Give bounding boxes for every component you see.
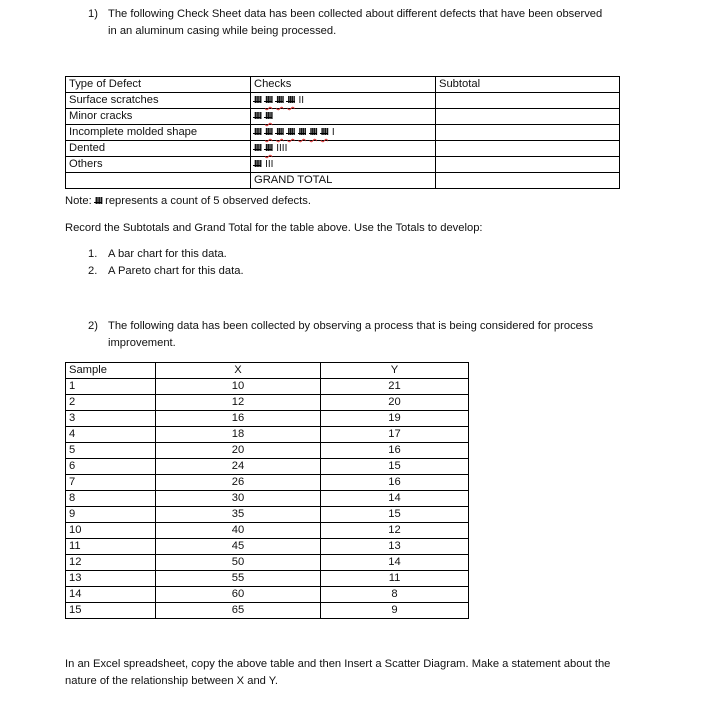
x-value: 60	[156, 587, 321, 603]
sample-row	[66, 523, 469, 539]
y-value: 15	[321, 459, 469, 475]
tally-checks	[251, 125, 436, 141]
tally-group-icon: IIII	[265, 143, 273, 154]
y-value: 21	[321, 379, 469, 395]
y-value: 15	[321, 507, 469, 523]
sample-row	[66, 395, 469, 411]
tally-group-icon: IIII	[276, 127, 284, 138]
y-value: 12	[321, 523, 469, 539]
empty-cell	[66, 173, 251, 189]
x-value: 16	[156, 411, 321, 427]
defect-type: Minor cracks	[66, 109, 251, 125]
task-item: 1. A bar chart for this data.	[88, 248, 227, 260]
x-value: 24	[156, 459, 321, 475]
x-value: 10	[156, 379, 321, 395]
header-type-of-defect: Type of Defect	[66, 77, 251, 93]
tally-group-icon: IIII	[320, 127, 328, 138]
x-value: 45	[156, 539, 321, 555]
sample-id: 15	[66, 603, 156, 619]
sample-row	[66, 475, 469, 491]
header-checks: Checks	[251, 77, 436, 93]
x-value: 30	[156, 491, 321, 507]
y-value: 14	[321, 491, 469, 507]
x-value: 18	[156, 427, 321, 443]
header-x: X	[156, 363, 321, 379]
defect-type: Dented	[66, 141, 251, 157]
check-sheet-row	[66, 93, 620, 109]
sample-id: 8	[66, 491, 156, 507]
y-value: 16	[321, 475, 469, 491]
x-value: 40	[156, 523, 321, 539]
sample-id: 1	[66, 379, 156, 395]
sample-id: 13	[66, 571, 156, 587]
check-sheet-header-row	[66, 77, 620, 93]
x-value: 26	[156, 475, 321, 491]
tally-group-icon: IIII	[254, 111, 262, 122]
tally-group-icon: IIII	[254, 159, 262, 170]
tally-singles: III	[265, 159, 274, 170]
note-prefix: Note:	[65, 195, 92, 207]
header-sample: Sample	[66, 363, 156, 379]
y-value: 14	[321, 555, 469, 571]
tally-group-icon: IIII	[265, 127, 273, 138]
x-value: 12	[156, 395, 321, 411]
sample-row	[66, 427, 469, 443]
sample-row	[66, 491, 469, 507]
subtotal-cell[interactable]	[436, 93, 620, 109]
subtotal-cell[interactable]	[436, 141, 620, 157]
question-1-instruction: Record the Subtotals and Grand Total for the table above. Use the Totals to develop:	[65, 222, 483, 234]
sample-id: 2	[66, 395, 156, 411]
tally-group-icon: IIII	[287, 127, 295, 138]
y-value: 11	[321, 571, 469, 587]
x-value: 55	[156, 571, 321, 587]
sample-id: 11	[66, 539, 156, 555]
sample-id: 9	[66, 507, 156, 523]
question-1-text: The following Check Sheet data has been collected about different defects that have been observed in an aluminum casing while being processed.	[108, 8, 603, 37]
tally-group-icon: IIII	[298, 127, 306, 138]
question-1-number: 1)	[88, 8, 98, 20]
note-suffix: represents a count of 5 observed defects.	[105, 195, 311, 207]
sample-row	[66, 603, 469, 619]
tally-five-icon: IIII	[94, 196, 102, 207]
sample-id: 3	[66, 411, 156, 427]
y-value: 20	[321, 395, 469, 411]
tally-group-icon: IIII	[265, 111, 273, 122]
subtotal-cell[interactable]	[436, 109, 620, 125]
y-value: 17	[321, 427, 469, 443]
check-sheet-row	[66, 141, 620, 157]
sample-id: 4	[66, 427, 156, 443]
tally-singles: II	[298, 95, 305, 106]
check-sheet-row	[66, 157, 620, 173]
defect-type: Incomplete molded shape	[66, 125, 251, 141]
sample-row	[66, 379, 469, 395]
tally-group-icon: IIII	[287, 95, 295, 106]
task-list	[88, 246, 244, 280]
question-2-number: 2)	[88, 320, 98, 332]
question-2-instruction: In an Excel spreadsheet, copy the above table and then Insert a Scatter Diagram. Make a statement about the nature of the relationship between X and Y.	[65, 658, 611, 687]
sample-row	[66, 459, 469, 475]
check-sheet-row	[66, 109, 620, 125]
sample-row	[66, 555, 469, 571]
question-2-text: The following data has been collected by observing a process that is being considered for process improvement.	[108, 320, 594, 349]
tally-checks	[251, 157, 436, 173]
tally-group-icon: IIII	[254, 127, 262, 138]
tally-note	[65, 193, 311, 210]
y-value: 16	[321, 443, 469, 459]
tally-checks	[251, 109, 436, 125]
y-value: 9	[321, 603, 469, 619]
sample-row	[66, 411, 469, 427]
sample-id: 10	[66, 523, 156, 539]
tally-group-icon: IIII	[265, 95, 273, 106]
sample-id: 7	[66, 475, 156, 491]
tally-checks	[251, 141, 436, 157]
tally-group-icon: IIII	[254, 95, 262, 106]
subtotal-cell[interactable]	[436, 157, 620, 173]
sample-id: 12	[66, 555, 156, 571]
tally-singles: IIII	[276, 143, 288, 154]
x-value: 65	[156, 603, 321, 619]
subtotal-cell[interactable]	[436, 125, 620, 141]
grand-total-row	[66, 173, 620, 189]
y-value: 8	[321, 587, 469, 603]
grand-total-label: GRAND TOTAL	[251, 173, 436, 189]
sample-row	[66, 443, 469, 459]
check-sheet-row	[66, 125, 620, 141]
sample-row	[66, 571, 469, 587]
check-sheet-table	[65, 76, 620, 189]
sample-row	[66, 507, 469, 523]
sample-row	[66, 587, 469, 603]
x-value: 20	[156, 443, 321, 459]
defect-type: Others	[66, 157, 251, 173]
defect-type: Surface scratches	[66, 93, 251, 109]
x-value: 35	[156, 507, 321, 523]
sample-data-table	[65, 362, 469, 619]
header-y: Y	[321, 363, 469, 379]
tally-group-icon: IIII	[309, 127, 317, 138]
y-value: 13	[321, 539, 469, 555]
sample-row	[66, 539, 469, 555]
task-item: 2. A Pareto chart for this data.	[88, 265, 244, 277]
y-value: 19	[321, 411, 469, 427]
sample-id: 14	[66, 587, 156, 603]
x-value: 50	[156, 555, 321, 571]
tally-checks	[251, 93, 436, 109]
grand-total-value[interactable]	[436, 173, 620, 189]
sample-id: 6	[66, 459, 156, 475]
header-subtotal: Subtotal	[436, 77, 620, 93]
tally-singles: I	[331, 127, 335, 138]
tally-group-icon: IIII	[254, 143, 262, 154]
sample-header-row	[66, 363, 469, 379]
sample-id: 5	[66, 443, 156, 459]
tally-group-icon: IIII	[276, 95, 284, 106]
